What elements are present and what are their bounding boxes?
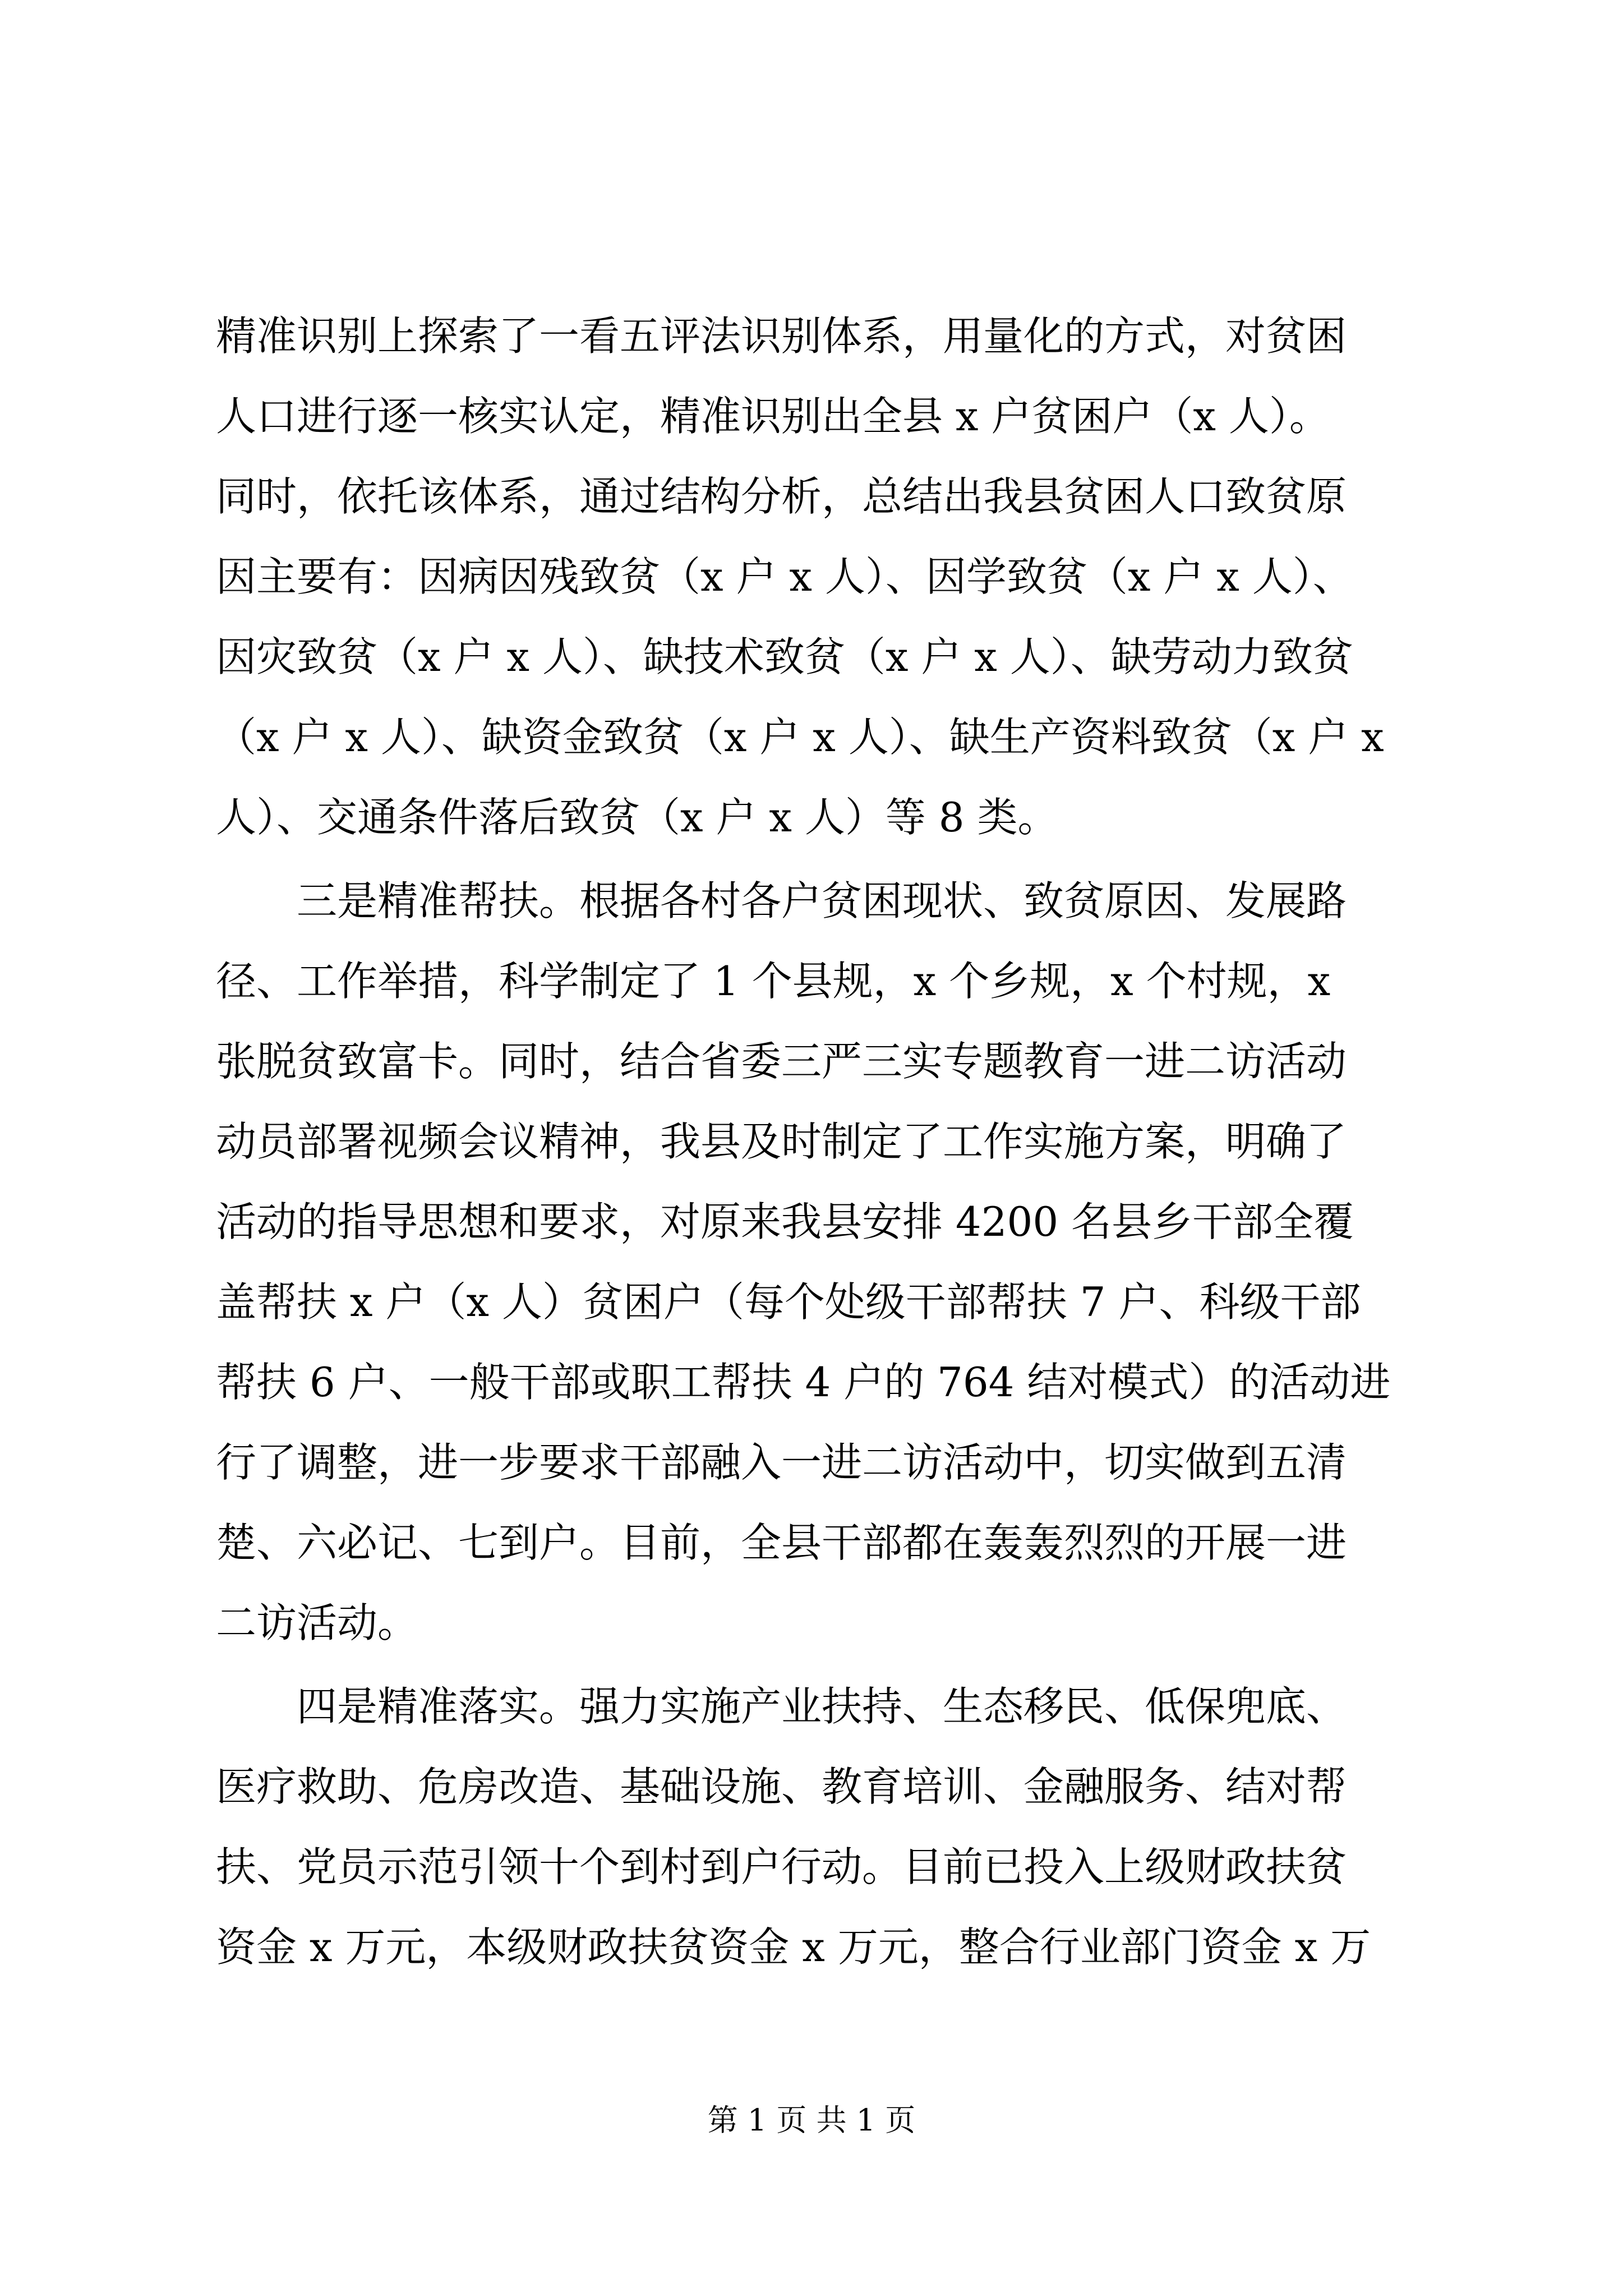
text-line: （x 户 x 人）、缺资金致贫（x 户 x 人）、缺生产资料致贫（x 户 x <box>216 714 1384 761</box>
text-line: 二访活动。 <box>216 1599 418 1646</box>
text-line: 扶、党员示范引领十个到村到户行动。目前已投入上级财政扶贫 <box>216 1843 1347 1890</box>
text-line: 行了调整，进一步要求干部融入一进二访活动中，切实做到五清 <box>216 1439 1347 1486</box>
text-line: 资金 x 万元，本级财政扶贫资金 x 万元，整合行业部门资金 x 万 <box>216 1924 1371 1971</box>
page-number-label: 第 1 页 共 1 页 <box>707 2102 916 2138</box>
text-line: 帮扶 6 户、一般干部或职工帮扶 4 户的 764 结对模式）的活动进 <box>216 1359 1391 1406</box>
text-line: 人口进行逐一核实认定，精准识别出全县 x 户贫困户（x 人）。 <box>216 393 1330 440</box>
text-line: 精准识别上探索了一看五评法识别体系，用量化的方式，对贫困 <box>216 312 1347 360</box>
text-line: 盖帮扶 x 户（x 人）贫困户（每个处级干部帮扶 7 户、科级干部 <box>216 1278 1361 1326</box>
text-line: 同时，依托该体系，通过结构分析，总结出我县贫困人口致贫原 <box>216 473 1347 520</box>
text-line: 因灾致贫（x 户 x 人）、缺技术致贫（x 户 x 人）、缺劳动力致贫 <box>216 633 1353 680</box>
text-line: 活动的指导思想和要求，对原来我县安排 4200 名县乡干部全覆 <box>216 1198 1354 1245</box>
text-line: 医疗救助、危房改造、基础设施、教育培训、金融服务、结对帮 <box>216 1763 1347 1810</box>
paragraph <box>216 296 1408 858</box>
text-line: 因主要有：因病因残致贫（x 户 x 人）、因学致贫（x 户 x 人）、 <box>216 553 1353 600</box>
paragraph <box>216 861 1408 1663</box>
text-line: 楚、六必记、七到户。目前，全县干部都在轰轰烈烈的开展一进 <box>216 1519 1347 1566</box>
paragraph <box>216 1667 1408 1987</box>
text-line: 张脱贫致富卡。同时，结合省委三严三实专题教育一进二访活动 <box>216 1038 1347 1085</box>
text-line: 径、工作举措，科学制定了 1 个县规，x 个乡规，x 个村规，x <box>216 958 1331 1005</box>
body-text <box>216 296 1408 1987</box>
text-line: 四是精准落实。强力实施产业扶持、生态移民、低保兜底、 <box>216 1683 1347 1730</box>
page-footer <box>0 2101 1623 2140</box>
text-line: 人）、交通条件落后致贫（x 户 x 人）等 8 类。 <box>216 794 1058 841</box>
text-line: 三是精准帮扶。根据各村各户贫困现状、致贫原因、发展路 <box>216 877 1347 924</box>
text-line: 动员部署视频会议精神，我县及时制定了工作实施方案，明确了 <box>216 1118 1347 1165</box>
